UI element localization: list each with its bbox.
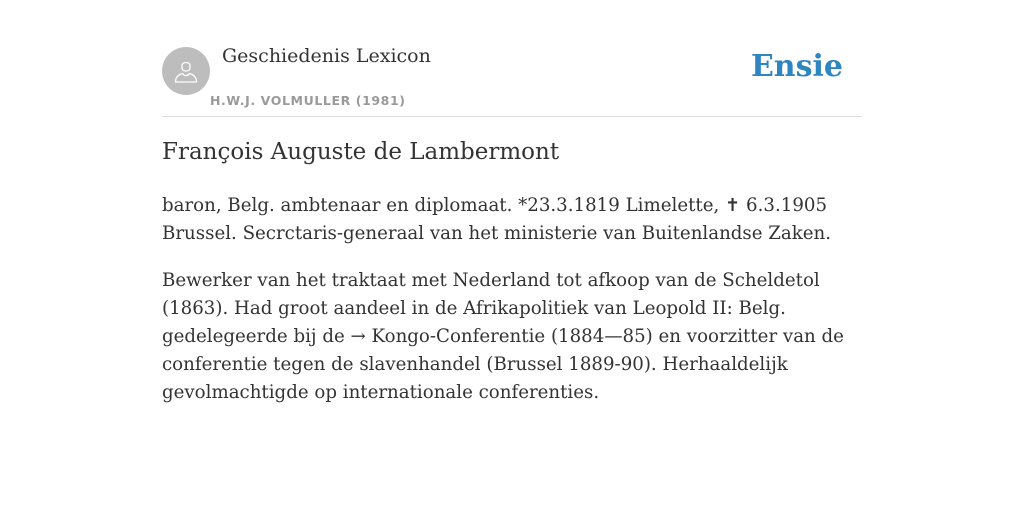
- article-paragraph: Bewerker van het traktaat met Nederland tot afkoop van de Scheldetol (1863). Had groot aandeel in de Afrikapolitiek van Leopold II: Belg. gedelegeerde bij de → Kongo-Conferentie (1884—85) en voorzitter van de conferentie tegen de slavenhandel (Brussel 1889-90). Herhaaldelijk gevolmachtigde op internationale conferenties.: [162, 270, 844, 403]
- avatar[interactable]: [162, 47, 210, 95]
- article-title: François Auguste de Lambermont: [162, 139, 560, 165]
- page-container: [162, 0, 862, 512]
- header: [162, 0, 862, 117]
- author-label: H.W.J. VOLMULLER (1981): [210, 93, 406, 108]
- brand-logo[interactable]: Ensie: [750, 49, 843, 84]
- article-paragraph: baron, Belg. ambtenaar en diplomaat. *23.3.1819 Limelette, ✝ 6.3.1905 Brussel. Secrctaris-generaal van het ministerie van Buitenlandse Zaken.: [162, 195, 832, 244]
- source-title[interactable]: Geschiedenis Lexicon: [222, 45, 431, 67]
- user-icon: [171, 56, 201, 86]
